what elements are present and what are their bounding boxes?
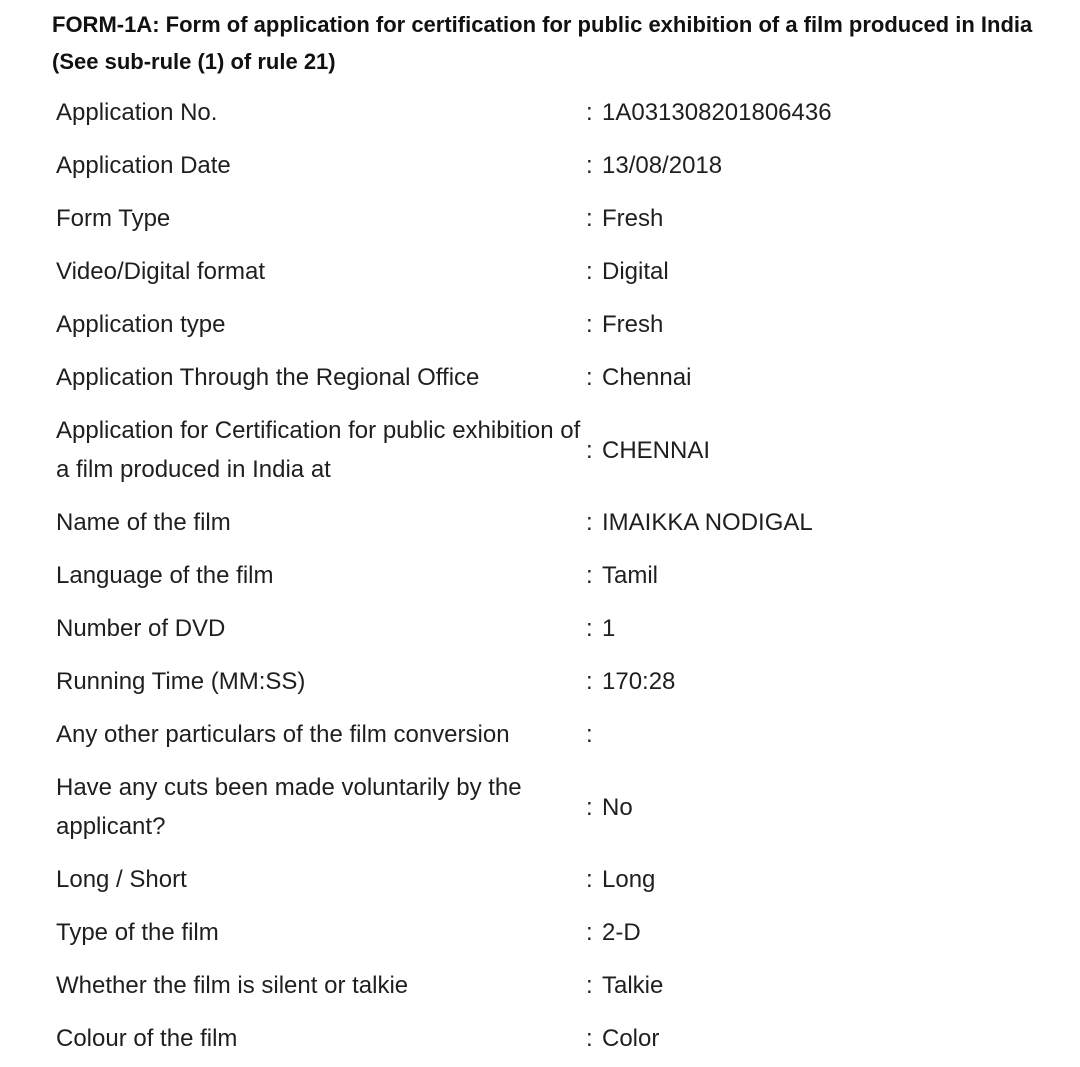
field-separator: : [586, 668, 593, 695]
field-row-silent-or-talkie [56, 959, 1066, 1012]
field-row-certification-location [56, 404, 1066, 496]
field-row-regional-office [56, 351, 1066, 404]
field-value: Fresh [602, 205, 664, 232]
field-separator: : [586, 919, 593, 946]
field-separator: : [586, 972, 593, 999]
field-value: Long [602, 866, 656, 893]
field-separator: : [586, 99, 593, 126]
field-label: Application No. [56, 99, 218, 126]
field-separator: : [586, 721, 593, 748]
field-row-film-language [56, 549, 1066, 602]
field-row-conversion-particulars [56, 708, 1066, 761]
field-value: Color [602, 1025, 660, 1052]
field-label: Video/Digital format [56, 258, 265, 285]
field-value: IMAIKKA NODIGAL [602, 509, 813, 536]
field-separator: : [586, 364, 593, 391]
field-label: Have any cuts been made voluntarily by the applicant? [56, 774, 522, 840]
field-separator: : [586, 311, 593, 338]
field-separator: : [586, 509, 593, 536]
field-label: Application for Certification for public exhibition of a film produced in India at [56, 417, 581, 483]
field-value: 170:28 [602, 668, 676, 695]
field-value: Fresh [602, 311, 664, 338]
field-row-application-no [56, 86, 1066, 139]
field-separator: : [586, 615, 593, 642]
field-row-application-date [56, 139, 1066, 192]
field-label: Application Through the Regional Office [56, 364, 480, 391]
field-value: Chennai [602, 364, 692, 391]
field-separator: : [586, 152, 593, 179]
field-separator: : [586, 1025, 593, 1052]
field-value: Digital [602, 258, 669, 285]
field-row-video-digital-format [56, 245, 1066, 298]
field-row-long-short [56, 853, 1066, 906]
field-row-film-type [56, 906, 1066, 959]
field-label: Application type [56, 311, 226, 338]
field-separator: : [586, 205, 593, 232]
field-value: No [602, 793, 633, 821]
field-separator: : [586, 562, 593, 589]
field-row-film-name [56, 496, 1066, 549]
field-label: Language of the film [56, 562, 274, 589]
field-label: Long / Short [56, 866, 187, 893]
field-label: Colour of the film [56, 1025, 238, 1052]
field-label: Form Type [56, 205, 171, 232]
field-row-running-time [56, 655, 1066, 708]
field-label: Running Time (MM:SS) [56, 668, 306, 695]
field-value: 1 [602, 615, 616, 642]
form-title: FORM-1A: Form of application for certification for public exhibition of a film produced in India (See sub-rule (1) of rule 21) [52, 12, 1033, 74]
field-value: Tamil [602, 562, 659, 589]
field-label: Application Date [56, 152, 231, 179]
field-value: 13/08/2018 [602, 152, 723, 179]
field-separator: : [586, 793, 593, 821]
field-row-dvd-count [56, 602, 1066, 655]
field-value: CHENNAI [602, 436, 711, 464]
field-row-application-type [56, 298, 1066, 351]
field-separator: : [586, 436, 593, 464]
field-label: Number of DVD [56, 615, 226, 642]
field-value: 1A031308201806436 [602, 99, 832, 126]
field-label: Whether the film is silent or talkie [56, 972, 409, 999]
field-label: Name of the film [56, 509, 231, 536]
field-label: Type of the film [56, 919, 219, 946]
field-value: 2-D [602, 919, 641, 946]
field-separator: : [586, 866, 593, 893]
field-row-form-type [56, 192, 1066, 245]
form-fields [56, 86, 1066, 1065]
field-row-voluntary-cuts [56, 761, 1066, 853]
field-row-film-colour [56, 1012, 1066, 1065]
field-label: Any other particulars of the film conversion [56, 721, 510, 748]
field-value: Talkie [602, 972, 664, 999]
field-separator: : [586, 258, 593, 285]
